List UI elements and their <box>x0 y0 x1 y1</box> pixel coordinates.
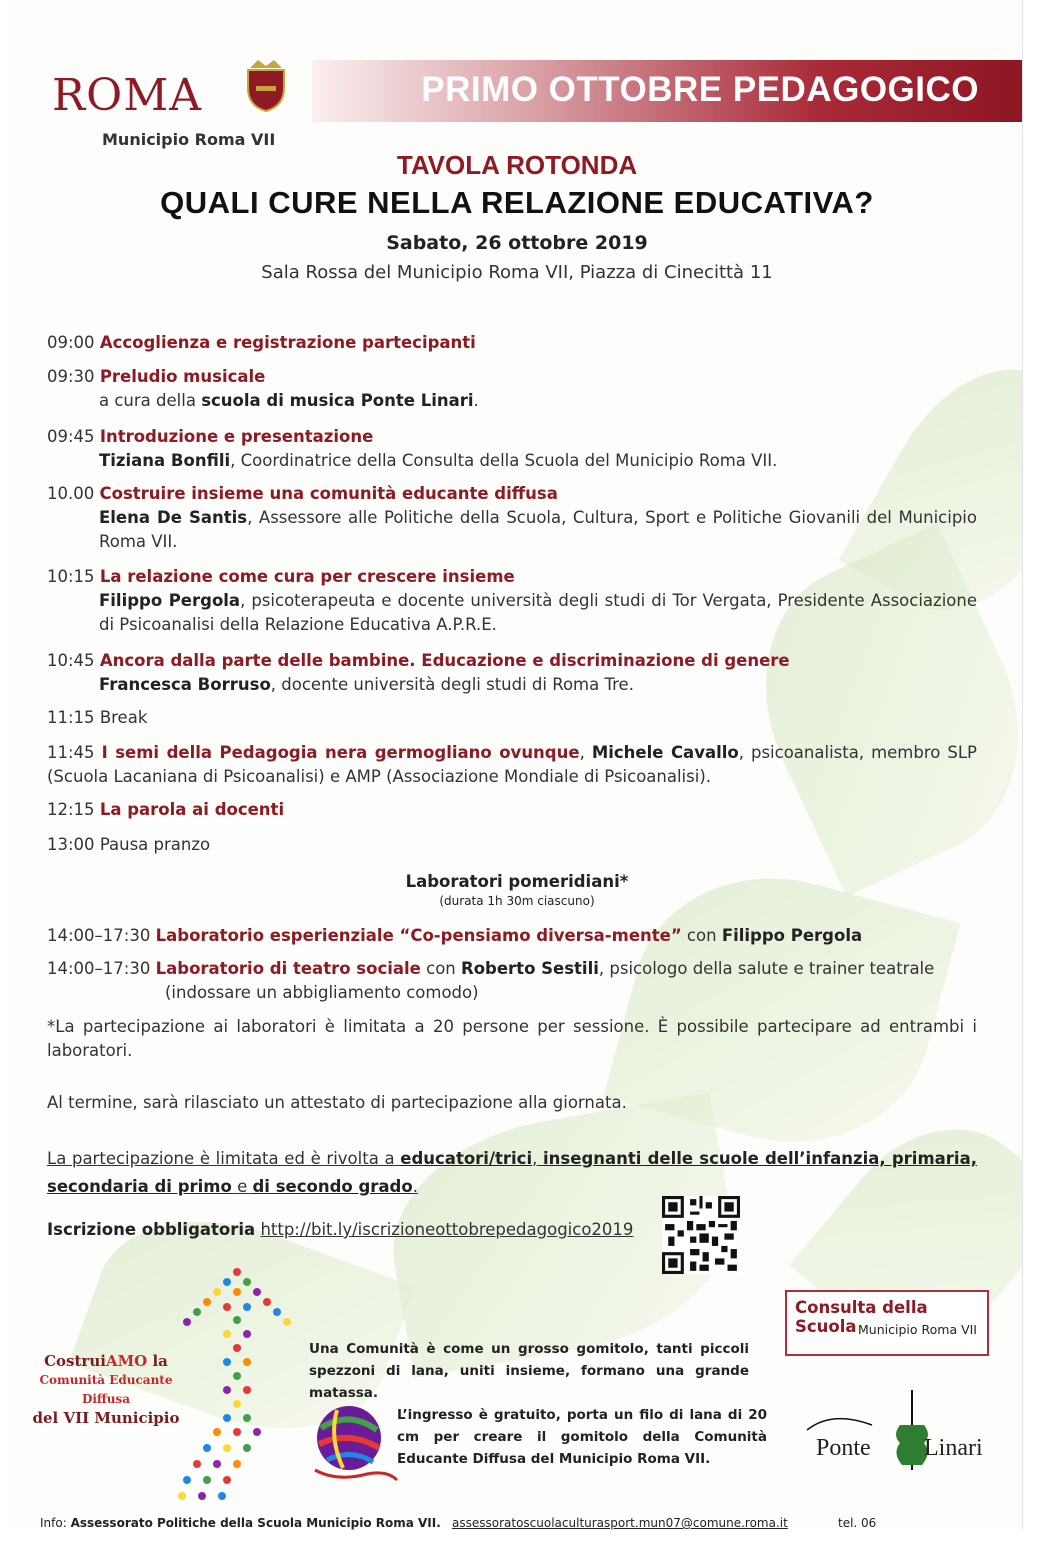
program-item: 09:00 Accoglienza e registrazione partecipanti <box>47 333 476 352</box>
roma-shield-icon <box>244 58 288 112</box>
labs-footnote: *La partecipazione ai laboratori è limitata a 20 persone per sessione. È possibile partecipare ad entrambi i laboratori. <box>47 1017 977 1060</box>
flyer-page <box>12 0 1023 1530</box>
limit-note: La partecipazione è limitata ed è rivolta a educatori/trici, insegnanti delle scuole dell’infanzia, primaria, secondaria di primo e di secondo grado. <box>47 1149 977 1196</box>
program-item: 09:30 Preludio musicale a cura della scuola di musica Ponte Linari. <box>47 367 479 410</box>
labs-note: (durata 1h 30m ciascuno) <box>439 894 595 908</box>
registration-link[interactable]: http://bit.ly/iscrizioneottobrepedagogico2019 <box>260 1220 634 1239</box>
program-item: 12:15 La parola ai docenti <box>47 800 285 819</box>
event-title: QUALI CURE NELLA RELAZIONE EDUCATIVA? <box>160 185 874 220</box>
footer-info: Info: Assessorato Politiche della Scuola Municipio Roma VII. <box>40 1516 441 1530</box>
program-item: 11:15 Break <box>47 708 148 727</box>
footer-tel: tel. 06 <box>838 1516 877 1530</box>
program-item: 10:15 La relazione come cura per crescere insieme Filippo Pergola, psicoterapeuta e docente università degli studi di Tor Vergata, Presidente Associazione di Psicoanalisi della Relazione Educativa A.P.R.E. <box>47 567 977 634</box>
community-text: Una Comunità è come un grosso gomitolo, tanti piccoli spezzoni di lana, uniti insieme, formano una grande matassa. <box>309 1341 749 1401</box>
footer-email-link[interactable]: assessoratoscuolaculturasport.mun07@comune.roma.it <box>452 1516 788 1530</box>
consulta-sub: Municipio Roma VII <box>858 1322 977 1337</box>
consulta-box <box>785 1290 989 1356</box>
roma-logo-text: ROMA <box>52 70 203 121</box>
lab-item: 14:00–17:30 Laboratorio di teatro sociale con Roberto Sestili, psicologo della salute e trainer teatrale (indossare un abbigliamento comodo) <box>47 959 935 1002</box>
ponte-linari-logo: Ponte Linari <box>802 1385 1002 1475</box>
program-item: 09:45 Introduzione e presentazione Tiziana Bonfili, Coordinatrice della Consulta della Scuola del Municipio Roma VII. <box>47 427 778 470</box>
program-item: 10:45 Ancora dalla parte delle bambine. Educazione e discriminazione di genere Francesca Borruso, docente università degli studi di Roma Tre. <box>47 651 790 694</box>
labs-heading: Laboratori pomeridiani* <box>405 872 629 891</box>
qr-code-icon[interactable] <box>662 1196 740 1274</box>
consulta-title: Consulta della Scuola <box>795 1298 928 1336</box>
program-item: 11:45 I semi della Pedagogia nera germogliano ovunque, Michele Cavallo, psicoanalista, membro SLP (Scuola Lacaniana di Psicoanalisi) e AMP (Associazione Mondiale di Psicoanalisi). <box>47 743 977 786</box>
attestato-note: Al termine, sarà rilasciato un attestato di partecipazione alla giornata. <box>47 1093 627 1112</box>
title-banner <box>312 60 1023 122</box>
lab-item: 14:00–17:30 Laboratorio esperienziale “Co-pensiamo diversa-mente” con Filippo Pergola <box>47 926 863 945</box>
registration: Iscrizione obbligatoria http://bit.ly/iscrizioneottobrepedagogico2019 <box>47 1220 634 1239</box>
program-item: 10.00 Costruire insieme una comunità educante diffusa Elena De Santis, Assessore alle Politiche della Scuola, Cultura, Sport e Politiche Giovanili del Municipio Roma VII. <box>47 484 977 551</box>
entry-text: L’ingresso è gratuito, porta un filo di lana di 20 cm per creare il gomitolo della Comunità Educante Diffusa del Municipio Roma VII. <box>397 1407 767 1467</box>
event-venue: Sala Rossa del Municipio Roma VII, Piazza di Cinecittà 11 <box>261 262 773 283</box>
event-date: Sabato, 26 ottobre 2019 <box>386 232 648 254</box>
yarn-ball-icon <box>307 1400 402 1485</box>
municipio-label: Municipio Roma VII <box>102 130 276 149</box>
program-item: 13:00 Pausa pranzo <box>47 835 211 854</box>
event-subtitle: TAVOLA ROTONDA <box>396 150 638 180</box>
costruiamo-logo: CostruiAMO la Comunità Educante Diffusa del VII Municipio <box>32 1352 180 1427</box>
banner-title: PRIMO OTTOBRE PEDAGOGICO <box>421 70 979 109</box>
